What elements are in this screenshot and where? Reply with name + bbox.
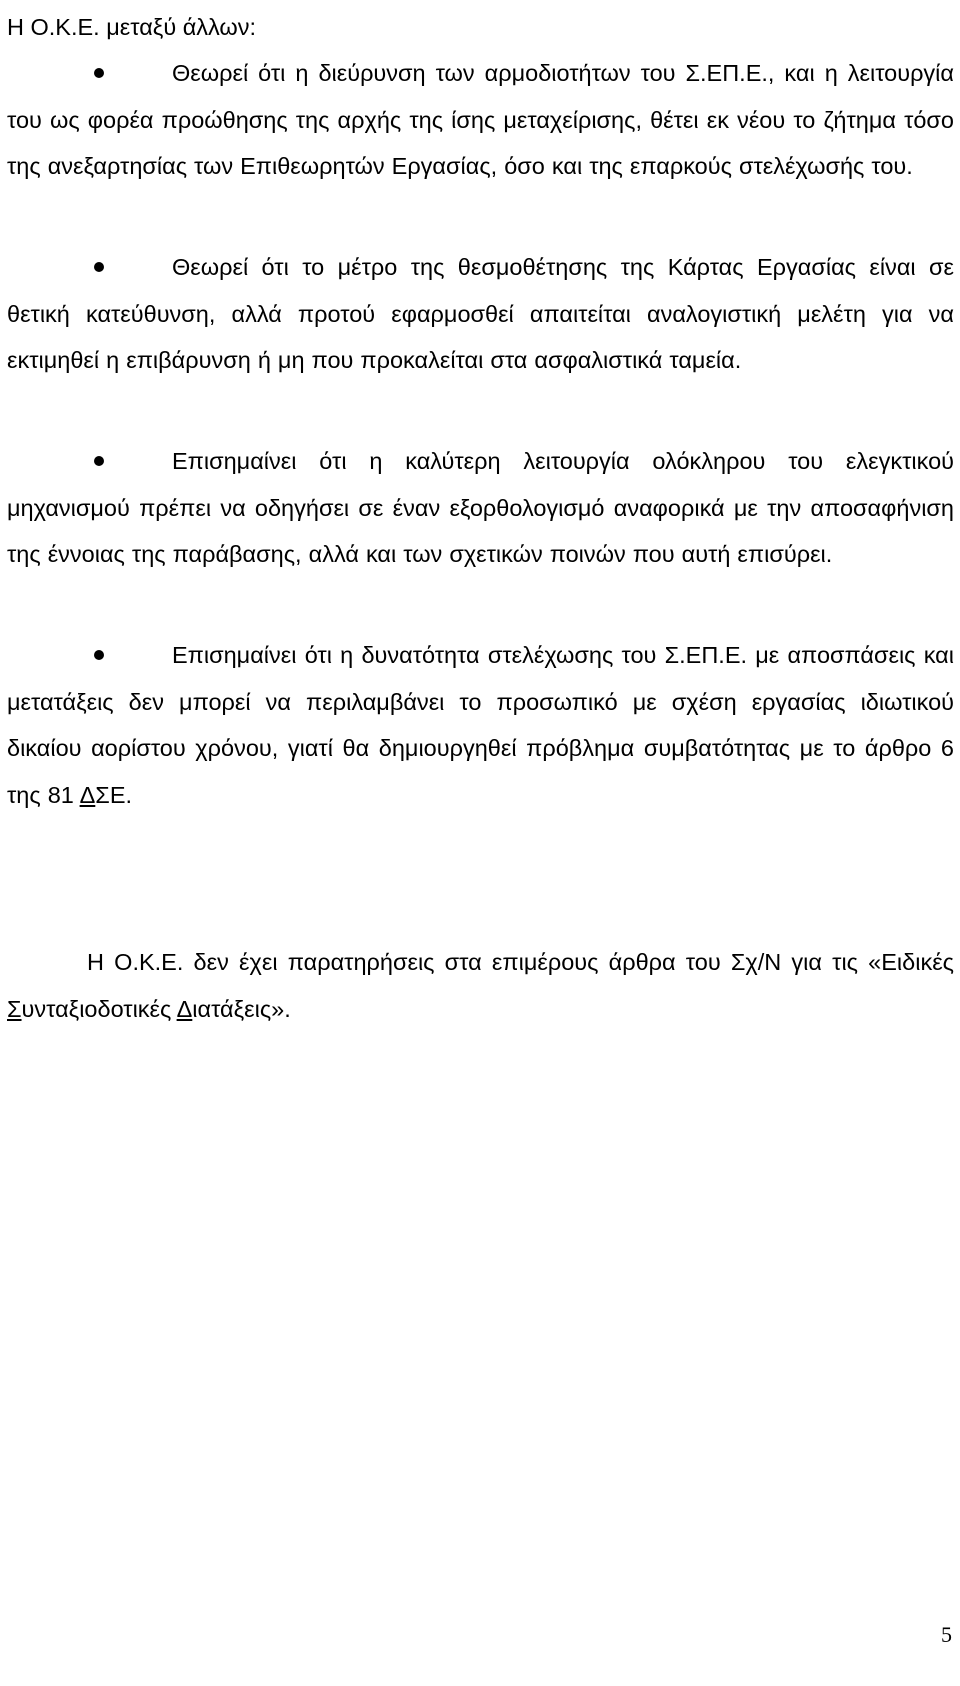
closing-underlined-letter: Σ	[7, 996, 22, 1022]
intro-line: Η Ο.Κ.Ε. μεταξύ άλλων:	[7, 14, 257, 40]
closing-text-3: ιατάξεις».	[192, 996, 291, 1022]
bullet-4-underlined-letter: Δ	[79, 781, 96, 808]
bullet-4-text-end: ΣΕ.	[95, 781, 133, 808]
bullet-4-text: Επισημαίνει ότι η δυνατότητα στελέχωσης του Σ.ΕΠ.Ε. με αποσπάσεις και μετατάξεις δεν μπορεί να περιλαμβάνει το προσωπικό με σχέση εργασίας ιδιωτικού δικαίου αορίστου χρόνου, γιατί θα δημιουργηθεί πρόβλημα συμβατότητας με το άρθρο 6 της 81	[7, 642, 954, 808]
bullet-paragraph-1: Θεωρεί ότι η διεύρυνση των αρμοδιοτήτων του Σ.ΕΠ.Ε., και η λειτουργία του ως φορέα προώθησης της αρχής της ίσης μεταχείρισης, θέτει εκ νέου το ζήτημα τόσο της ανεξαρτησίας των Επιθεωρητών Εργασίας, όσο και της επαρκούς στελέχωσής του.	[7, 60, 954, 180]
document-page	[7, 0, 954, 1686]
page-number: 5	[941, 1622, 952, 1647]
bullet-paragraph-3: Επισημαίνει ότι η καλύτερη λειτουργία ολόκληρου του ελεγκτικού μηχανισμού πρέπει να οδηγήσει σε έναν εξορθολογισμό αναφορικά με την αποσαφήνιση της έννοιας της παράβασης, αλλά και των σχετικών ποινών που αυτή επισύρει.	[7, 448, 954, 568]
closing-text-2: υνταξιοδοτικές	[21, 996, 177, 1022]
bullet-paragraph-4	[7, 632, 954, 818]
bullet-paragraph-2: Θεωρεί ότι το μέτρο της θεσμοθέτησης της Κάρτας Εργασίας είναι σε θετική κατεύθυνση, αλλά προτού εφαρμοσθεί απαιτείται αναλογιστική μελέτη για να εκτιμηθεί η επιβάρυνση ή μη που προκαλείται στα ασφαλιστικά ταμεία.	[7, 254, 954, 374]
closing-underlined-letter: Δ	[176, 996, 193, 1022]
closing-paragraph	[7, 939, 954, 1033]
closing-text: Η Ο.Κ.Ε. δεν έχει παρατηρήσεις στα επιμέρους άρθρα του Σχ/Ν για τις «Ειδικές	[87, 949, 954, 975]
